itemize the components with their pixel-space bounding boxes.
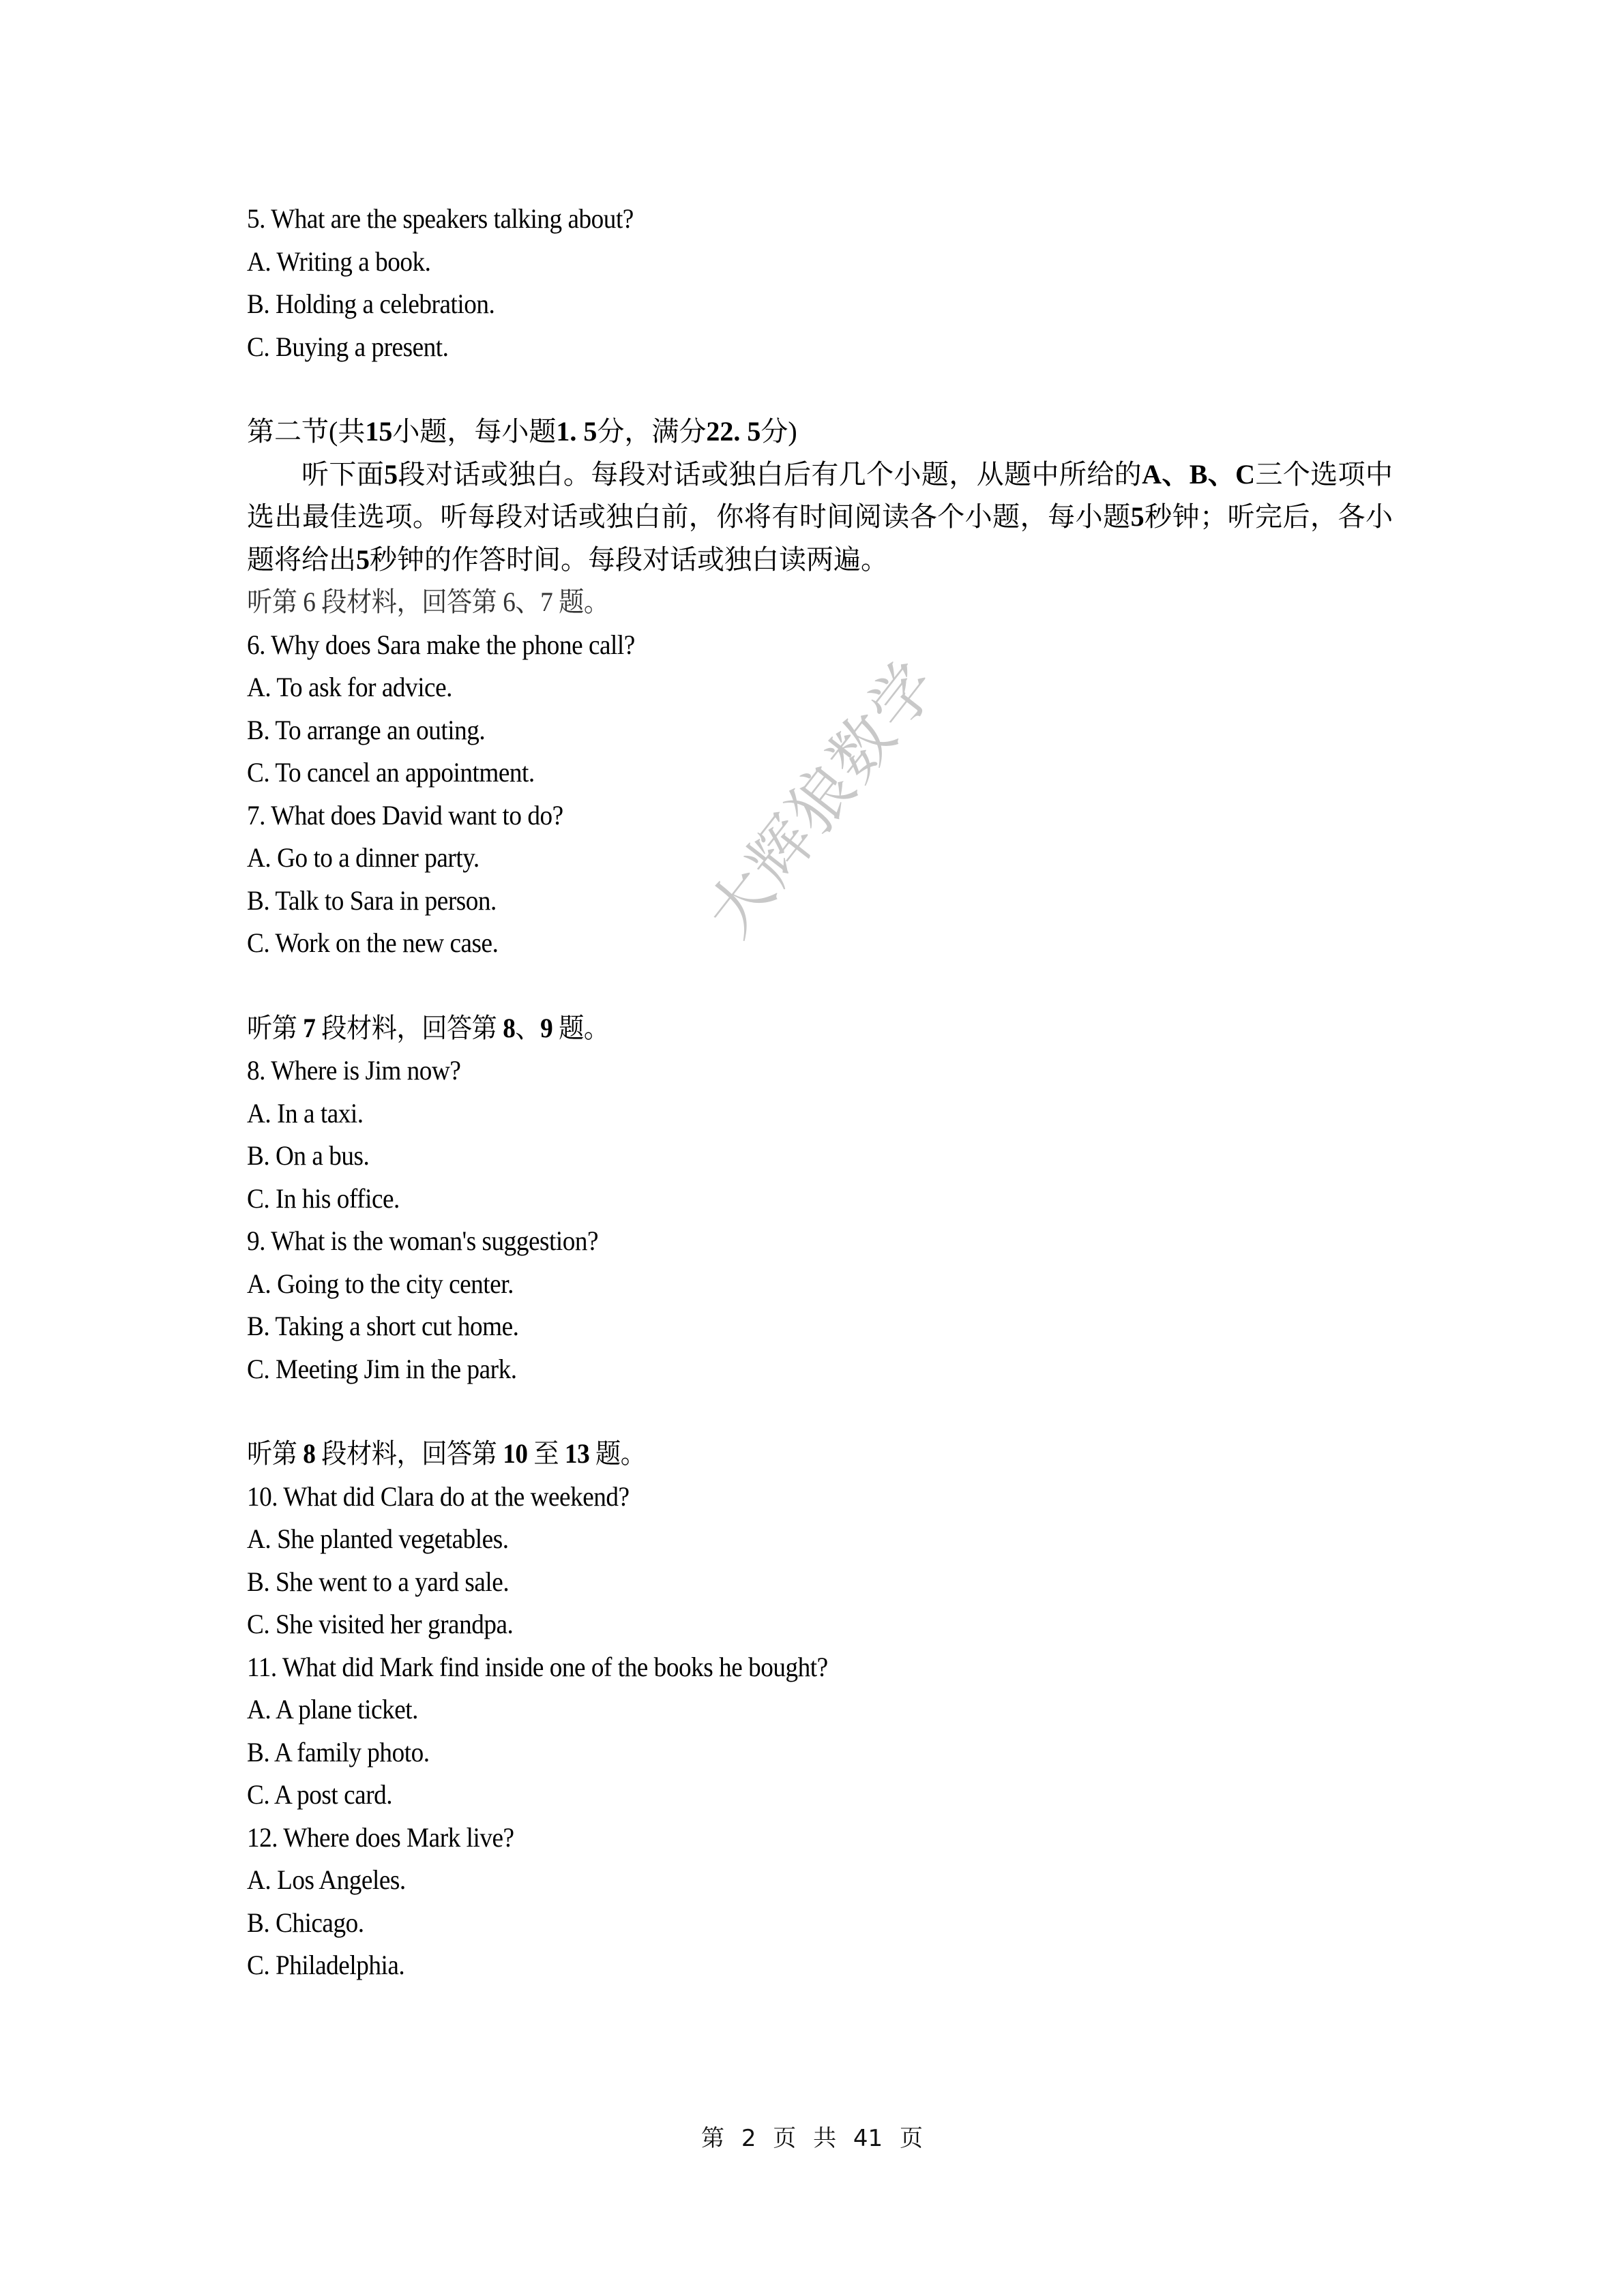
spacer [247, 368, 1393, 411]
label-text: 题。 [559, 1012, 609, 1043]
option-b: B. She went to a yard sale. [247, 1566, 510, 1597]
option-b: B. A family photo. [247, 1736, 430, 1768]
option-a: A. Go to a dinner party. [247, 842, 479, 873]
label-text: 听第 [247, 1438, 297, 1469]
material-group-7 [247, 1007, 1393, 1391]
instr-text: 秒钟的作答时间。每段对话或独白读两遍。 [370, 543, 888, 575]
option-a: A. Los Angeles. [247, 1864, 406, 1895]
heading-text: 分，满分 [597, 416, 707, 447]
label-number: 9 [540, 1012, 553, 1043]
page-content [247, 198, 1393, 1987]
question-text: 7. What does David want to do? [247, 799, 563, 831]
option-b: B. Holding a celebration. [247, 288, 495, 319]
question-text: 11. What did Mark find inside one of the books he bought? [247, 1651, 828, 1682]
option-c: C. In his office. [247, 1182, 400, 1214]
label-number: 10 [503, 1438, 528, 1469]
material-group-8 [247, 1433, 1393, 1987]
question-text: 8. Where is Jim now? [247, 1055, 461, 1086]
material-group-6 [247, 581, 1393, 965]
instr-options: A、B、C [1142, 458, 1256, 490]
group-label [247, 1433, 1312, 1476]
heading-text: 小题，每小题 [392, 416, 557, 447]
question-text: 10. What did Clara do at the weekend? [247, 1480, 630, 1512]
group-label: 听第 6 段材料，回答第 6、7 题。 [247, 586, 609, 617]
label-text: 段材料，回答第 [321, 1438, 497, 1469]
label-number: 8 [503, 1012, 516, 1043]
instr-text: 段对话或独白。每段对话或独白后有几个小题，从题中所给的 [398, 458, 1142, 490]
group-label [247, 1007, 1312, 1050]
option-c: C. Meeting Jim in the park. [247, 1353, 517, 1384]
option-c: C. Work on the new case. [247, 927, 499, 958]
label-number: 13 [564, 1438, 590, 1469]
option-c: C. To cancel an appointment. [247, 757, 535, 788]
instr-text: 三个选项中选出最佳选项。听每段对话或独白前，你将有时间阅读各个小题，每小题 [247, 458, 1393, 532]
label-number: 7 [303, 1012, 316, 1043]
option-a: A. Going to the city center. [247, 1268, 514, 1299]
heading-count: 15 [365, 416, 393, 447]
question-text: 9. What is the woman's suggestion? [247, 1225, 599, 1256]
option-c: C. She visited her grandpa. [247, 1609, 514, 1639]
option-a: A. A plane ticket. [247, 1694, 418, 1725]
option-a: A. Writing a book. [247, 245, 431, 277]
question-text: 5. What are the speakers talking about? [247, 203, 634, 234]
option-c: C. Philadelphia. [247, 1950, 405, 1980]
heading-text: 第二节(共 [247, 416, 366, 447]
option-b: B. To arrange an outing. [247, 714, 486, 745]
instr-text: 听下面 [301, 458, 385, 490]
watermark: 大辉狼数学 [692, 646, 952, 950]
option-b: B. Taking a short cut home. [247, 1311, 519, 1341]
page-number-footer: 第 2 页 共 41 页 [701, 2125, 923, 2152]
option-b: B. On a bus. [247, 1140, 370, 1171]
label-text: 题。 [595, 1438, 646, 1469]
instr-number: 5 [384, 458, 398, 490]
spacer [247, 965, 1393, 1007]
option-b: B. Talk to Sara in person. [247, 884, 497, 916]
question-text: 12. Where does Mark live? [247, 1821, 514, 1853]
label-text: 段材料，回答第 [321, 1012, 497, 1043]
label-text: 听第 [247, 1012, 297, 1043]
heading-points-total: 22. 5 [706, 416, 761, 447]
question-text: 6. Why does Sara make the phone call? [247, 629, 635, 660]
label-text: 、 [515, 1012, 541, 1043]
option-a: A. She planted vegetables. [247, 1523, 509, 1554]
option-b: B. Chicago. [247, 1907, 364, 1938]
instr-text: 秒钟；听完后，各小题将给出 [247, 501, 1393, 575]
option-a: A. In a taxi. [247, 1097, 364, 1129]
heading-points-each: 1. 5 [556, 416, 597, 447]
section-heading [247, 411, 1393, 453]
option-a: A. To ask for advice. [247, 672, 452, 702]
label-number: 8 [303, 1438, 316, 1469]
spacer [247, 1390, 1393, 1433]
option-c: C. A post card. [247, 1779, 393, 1810]
option-c: C. Buying a present. [247, 331, 449, 362]
label-text: 至 [533, 1438, 559, 1469]
instr-number: 5 [1130, 501, 1145, 532]
section-instructions [247, 453, 1393, 582]
instr-number: 5 [356, 543, 370, 575]
heading-text: 分) [761, 416, 797, 447]
question-block-5 [247, 198, 1393, 368]
